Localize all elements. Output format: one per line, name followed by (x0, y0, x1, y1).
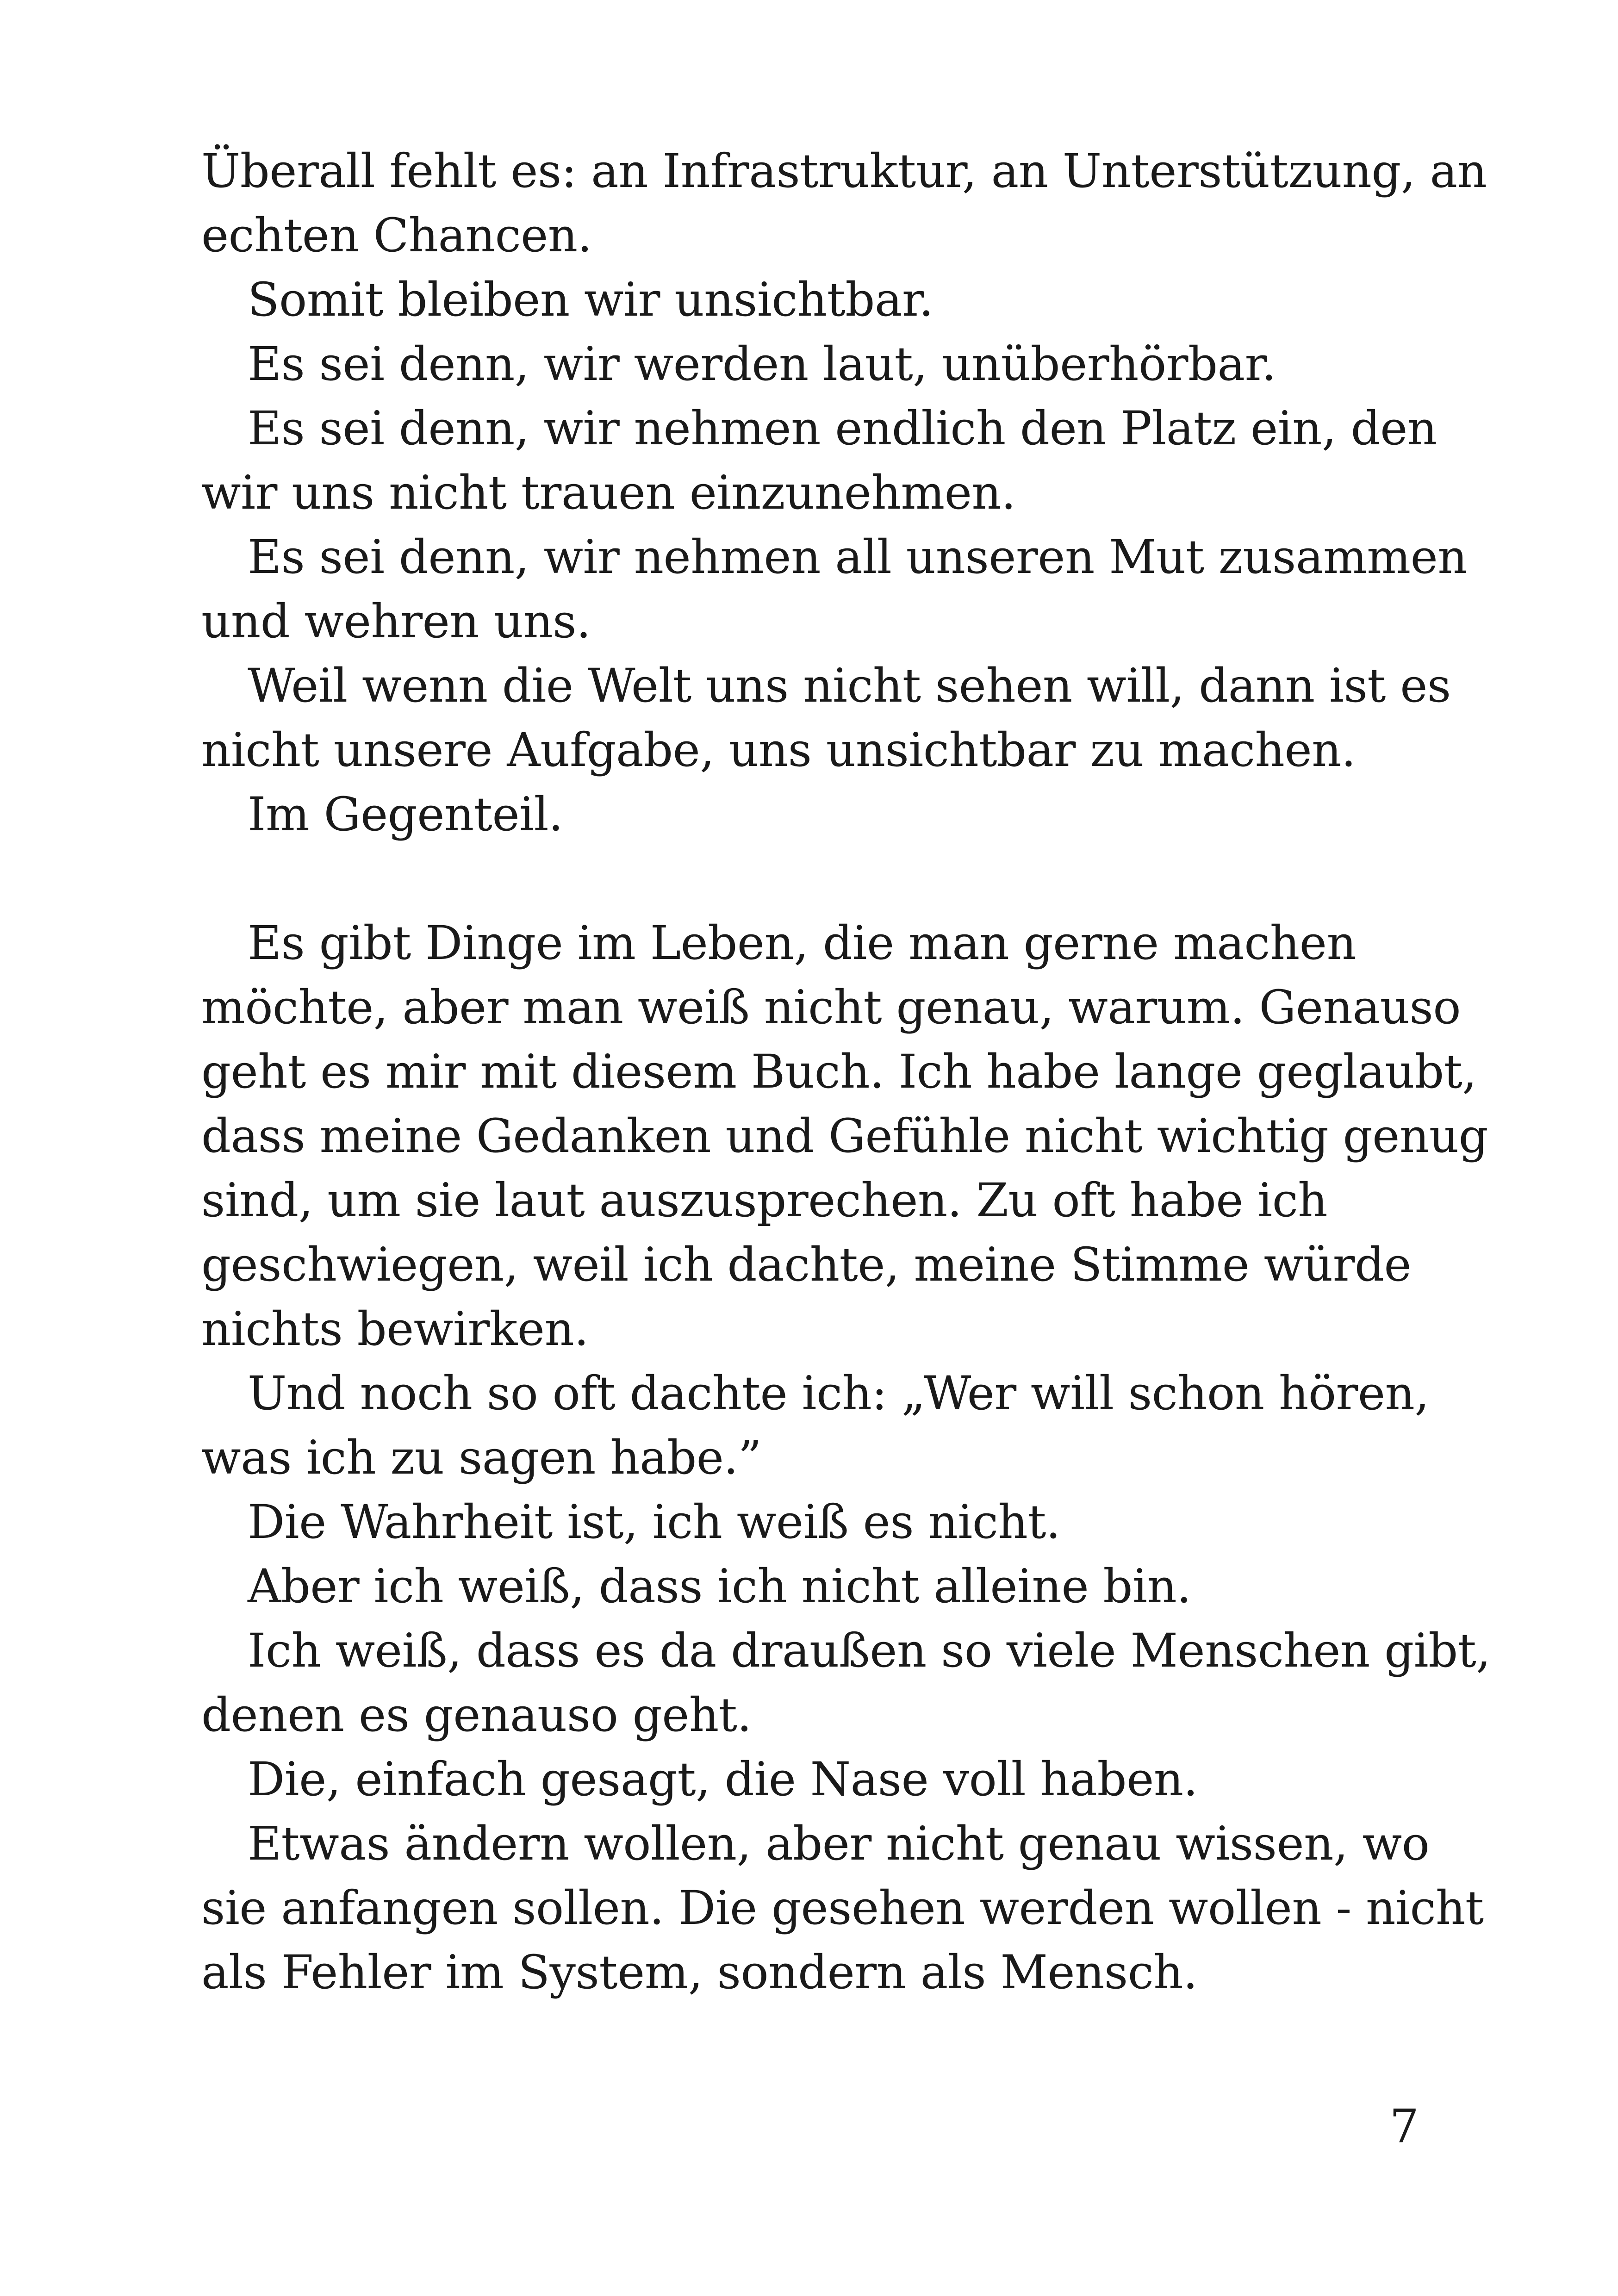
text-line: Somit bleiben wir unsichtbar. (248, 273, 933, 327)
text-line: als Fehler im System, sondern als Mensch. (201, 1945, 1198, 1999)
text-line: Überall fehlt es: an Infrastruktur, an Unterstützung, an (201, 144, 1487, 198)
paragraph (201, 782, 1423, 846)
paragraph (201, 525, 1468, 653)
text-line: möchte, aber man weiß nicht genau, warum. Genauso (201, 980, 1461, 1034)
paragraph (201, 1490, 1423, 1554)
paragraph (201, 911, 1488, 1361)
paragraph (201, 332, 1423, 396)
text-line: Es sei denn, wir nehmen endlich den Platz ein, den (248, 401, 1437, 455)
text-line: Es sei denn, wir werden laut, unüberhörbar. (248, 337, 1276, 391)
page-number: 7 (1389, 2099, 1419, 2153)
text-line: Weil wenn die Welt uns nicht sehen will, dann ist es (248, 659, 1451, 713)
paragraph (201, 653, 1451, 782)
text-line: wir uns nicht trauen einzunehmen. (201, 466, 1016, 520)
text-line: geschwiegen, weil ich dachte, meine Stimme würde (201, 1238, 1412, 1292)
text-line: nicht unsere Aufgabe, uns unsichtbar zu machen. (201, 723, 1356, 777)
paragraph (201, 268, 1423, 332)
page-body (201, 139, 1491, 2004)
paragraph (201, 1747, 1423, 1811)
text-line: Und noch so oft dachte ich: „Wer will schon hören, (248, 1366, 1429, 1420)
text-line: Ich weiß, dass es da draußen so viele Menschen gibt, (248, 1624, 1491, 1678)
text-line: Die Wahrheit ist, ich weiß es nicht. (248, 1495, 1061, 1549)
text-line: sind, um sie laut auszusprechen. Zu oft habe ich (201, 1173, 1328, 1227)
text-line: dass meine Gedanken und Gefühle nicht wichtig genug (201, 1109, 1488, 1163)
paragraph (201, 1811, 1484, 2004)
paragraph (201, 1361, 1429, 1490)
text-line: Aber ich weiß, dass ich nicht alleine bin. (248, 1559, 1191, 1613)
text-line: nichts bewirken. (201, 1302, 589, 1356)
text-line: Es sei denn, wir nehmen all unseren Mut zusammen (248, 530, 1468, 584)
text-line: denen es genauso geht. (201, 1688, 752, 1742)
paragraph-break (201, 846, 1423, 911)
text-line: Im Gegenteil. (248, 787, 563, 841)
text-line: Es gibt Dinge im Leben, die man gerne machen (248, 916, 1357, 970)
text-line: und wehren uns. (201, 594, 591, 648)
text-line: Die, einfach gesagt, die Nase voll haben. (248, 1752, 1198, 1806)
paragraph (201, 396, 1437, 525)
paragraph (201, 1554, 1423, 1618)
text-line: geht es mir mit diesem Buch. Ich habe lange geglaubt, (201, 1045, 1477, 1099)
text-line: was ich zu sagen habe.” (201, 1431, 762, 1485)
paragraph (201, 1618, 1491, 1747)
text-line: echten Chancen. (201, 208, 592, 262)
text-line: Etwas ändern wollen, aber nicht genau wissen, wo (248, 1817, 1430, 1871)
text-line: sie anfangen sollen. Die gesehen werden wollen - nicht (201, 1881, 1484, 1935)
paragraph (201, 139, 1487, 268)
